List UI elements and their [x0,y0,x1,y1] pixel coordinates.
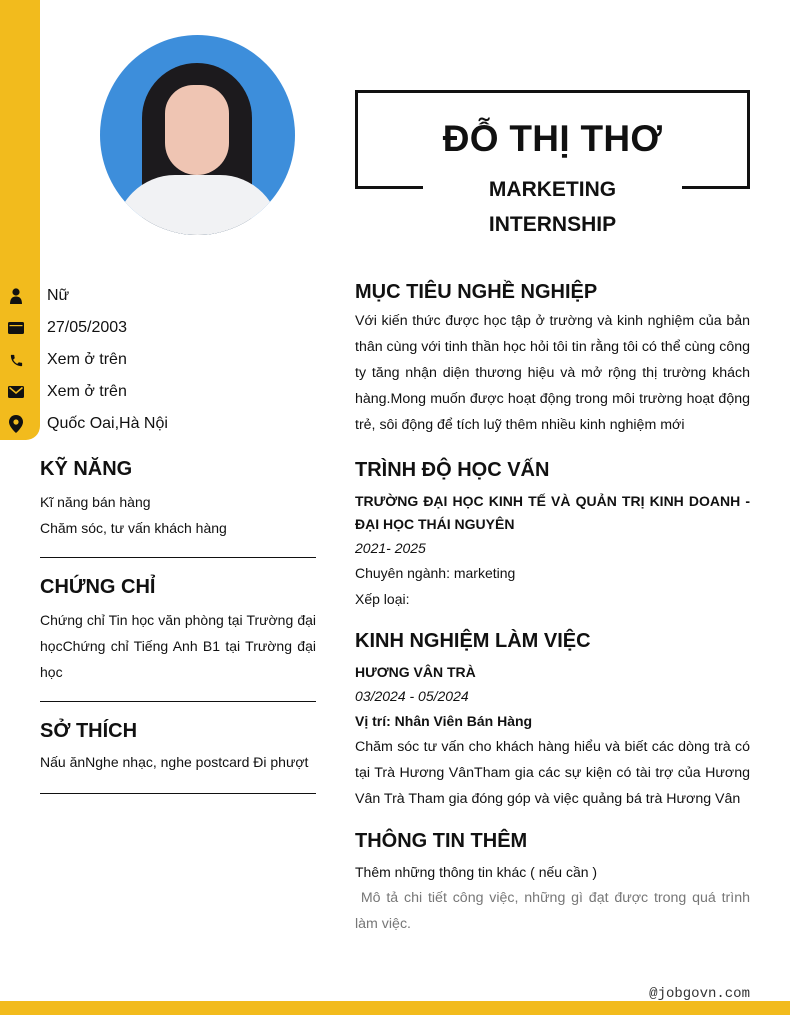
experience-section [355,630,750,812]
watermark: @jobgovn.com [649,986,750,1002]
company-name: HƯƠNG VÂN TRÀ [355,664,476,680]
education-grade: Xếp loại: [355,591,410,607]
skills-heading: KỸ NĂNG [40,458,133,480]
additional-info-section [355,830,754,937]
hobbies-heading: SỞ THÍCH [40,720,138,742]
mail-icon [0,386,36,398]
experience-heading: KINH NGHIỆM LÀM VIỆC [355,630,591,652]
experience-position: Vị trí: Nhân Viên Bán Hàng [355,713,533,729]
contact-birthdate: 27/05/2003 [0,312,168,344]
person-icon [0,288,36,304]
skill-item: Kĩ năng bán hàng [40,494,151,510]
objective-text: Với kiến thức được học tập ở trường và kinh nghiệm của bản thân cùng với tinh thần học hỏi tôi tin rằng tôi có thể cùng công ty tăng nhận diện thương hiệu và mở rộng thị trường khách hàng.Mong muốn được hoạt động trong môi trường hoạt động trẻ, sôi động để tích luỹ thêm nhiều kinh nghiệm mới [355,313,750,433]
skill-item: Chăm sóc, tư vấn khách hàng [40,520,227,536]
school-name: TRƯỜNG ĐẠI HỌC KINH TẾ VÀ QUẢN TRỊ KINH DOANH - ĐẠI HỌC THÁI NGUYÊN [355,493,750,532]
additional-heading: THÔNG TIN THÊM [355,830,528,852]
education-major: Chuyên ngành: marketing [355,565,516,581]
certificates-section [40,576,316,685]
job-title: MARKETING INTERNSHIP [488,178,617,236]
calendar-icon [0,322,36,334]
skills-section [40,458,316,541]
education-period: 2021- 2025 [355,540,426,556]
divider [40,701,316,702]
experience-period: 03/2024 - 05/2024 [355,688,469,704]
contact-address: Quốc Oai,Hà Nội [0,408,168,440]
accent-footer-bar [0,1001,790,1015]
hobbies-section [40,720,316,775]
hobbies-text: Nấu ănNghe nhạc, nghe postcard Đi phượt [40,754,309,770]
location-pin-icon [0,415,36,433]
divider [40,557,316,558]
education-section [355,459,750,612]
objective-heading: MỤC TIÊU NGHỀ NGHIỆP [355,281,598,303]
additional-line: Thêm những thông tin khác ( nếu cần ) [355,864,598,880]
additional-description: Mô tả chi tiết công việc, những gì đạt được trong quá trình làm việc. [355,890,754,932]
contact-phone: Xem ở trên [0,344,168,376]
phone-icon [0,353,36,368]
divider [40,793,316,794]
profile-photo [100,35,295,235]
contact-info [0,280,168,440]
objective-section [355,281,750,438]
photo-face [165,85,229,175]
certificates-text: Chứng chỉ Tin học văn phòng tại Trường đại họcChứng chỉ Tiếng Anh B1 tại Trường đại học [40,612,316,680]
contact-gender: Nữ [0,280,168,312]
candidate-name: ĐỖ THỊ THƠ [442,118,663,159]
photo-shirt [115,175,280,235]
education-heading: TRÌNH ĐỘ HỌC VẤN [355,459,550,481]
certificates-heading: CHỨNG CHỈ [40,576,156,598]
experience-description: Chăm sóc tư vấn cho khách hàng hiểu và biết các dòng trà có tại Trà Hương VânTham gia các sự kiện có tài trợ của Hương Vân Trà Tham gia đóng góp và việc quảng bá trà Hương Vân [355,739,750,807]
contact-email: Xem ở trên [0,376,168,408]
